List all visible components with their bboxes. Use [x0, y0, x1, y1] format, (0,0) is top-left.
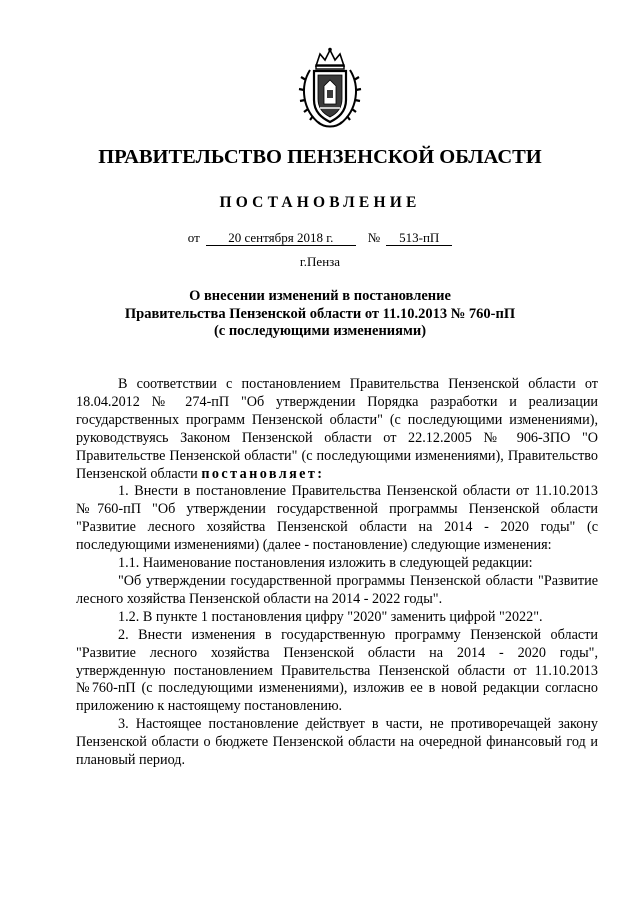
city-name: г.Пенза [299, 254, 341, 269]
subject-line: (с последующими изменениями) [213, 323, 427, 339]
document-number: 513-пП [386, 230, 452, 246]
number-prefix: № [367, 230, 381, 245]
paragraph-item-1-2: 1.2. В пункте 1 постановления цифру "2020" заменить цифрой "2022". [118, 608, 543, 625]
document-date: 20 сентября 2018 г. [206, 230, 356, 246]
resolution-keyword: постановляет: [201, 465, 325, 482]
paragraph-item-1: 1. Внести в постановление Правительства Пензенской области от 11.10.2013 №760-пП "Об утверждении государственной программы Пензенской области "Развитие лесного хозяйства Пензенской области на 2014 - 2020 годы" (с последующими изменениями) (далее - постановление) следующие изменения: [76, 483, 598, 554]
document-body [76, 376, 598, 770]
date-prefix: от [187, 230, 200, 245]
paragraph-item-1-1: 1.1. Наименование постановления изложить в следующей редакции: [118, 555, 533, 572]
preamble-text: В соответствии с постановлением Правительства Пензенской области от 18.04.2012 № 274-пП "Об утверждении Порядка разработки и реализации государственных программ Пензенской области" (с последующими изменениями), руководствуясь Законом Пензенской области от 22.12.2005 № 906-ЗПО "О Правительстве Пензенской области" (с последующими изменениями), Правительство Пензенской области [76, 376, 598, 482]
paragraph-item-3: 3. Настоящее постановление действует в части, не противоречащей закону Пензенской области о бюджете Пензенской области на очередной финансовый год и плановый период. [76, 716, 598, 769]
date-number-line [0, 230, 640, 246]
coat-of-arms-emblem-icon [298, 46, 362, 130]
document-type-title: ПОСТАНОВЛЕНИЕ [219, 194, 421, 211]
government-title: ПРАВИТЕЛЬСТВО ПЕНЗЕНСКОЙ ОБЛАСТИ [98, 146, 542, 168]
paragraph-preamble [76, 376, 598, 483]
subject-line: О внесении изменений в постановление [189, 288, 451, 304]
subject-line: Правительства Пензенской области от 11.10.2013 № 760-пП [124, 305, 516, 322]
paragraph-new-title: "Об утверждении государственной программы Пензенской области "Развитие лесного хозяйства Пензенской области на 2014 - 2022 годы". [76, 572, 598, 607]
document-subject [100, 288, 540, 341]
paragraph-item-2: 2. Внести изменения в государственную программу Пензенской области "Развитие лесного хозяйства Пензенской области на 2014 - 2020 годы", утвержденную постановлением Правительства Пензенской области от 11.10.2013 №760-пП (с последующими изменениями), изложив ее в новой редакции согласно приложению к настоящему постановлению. [76, 626, 598, 715]
